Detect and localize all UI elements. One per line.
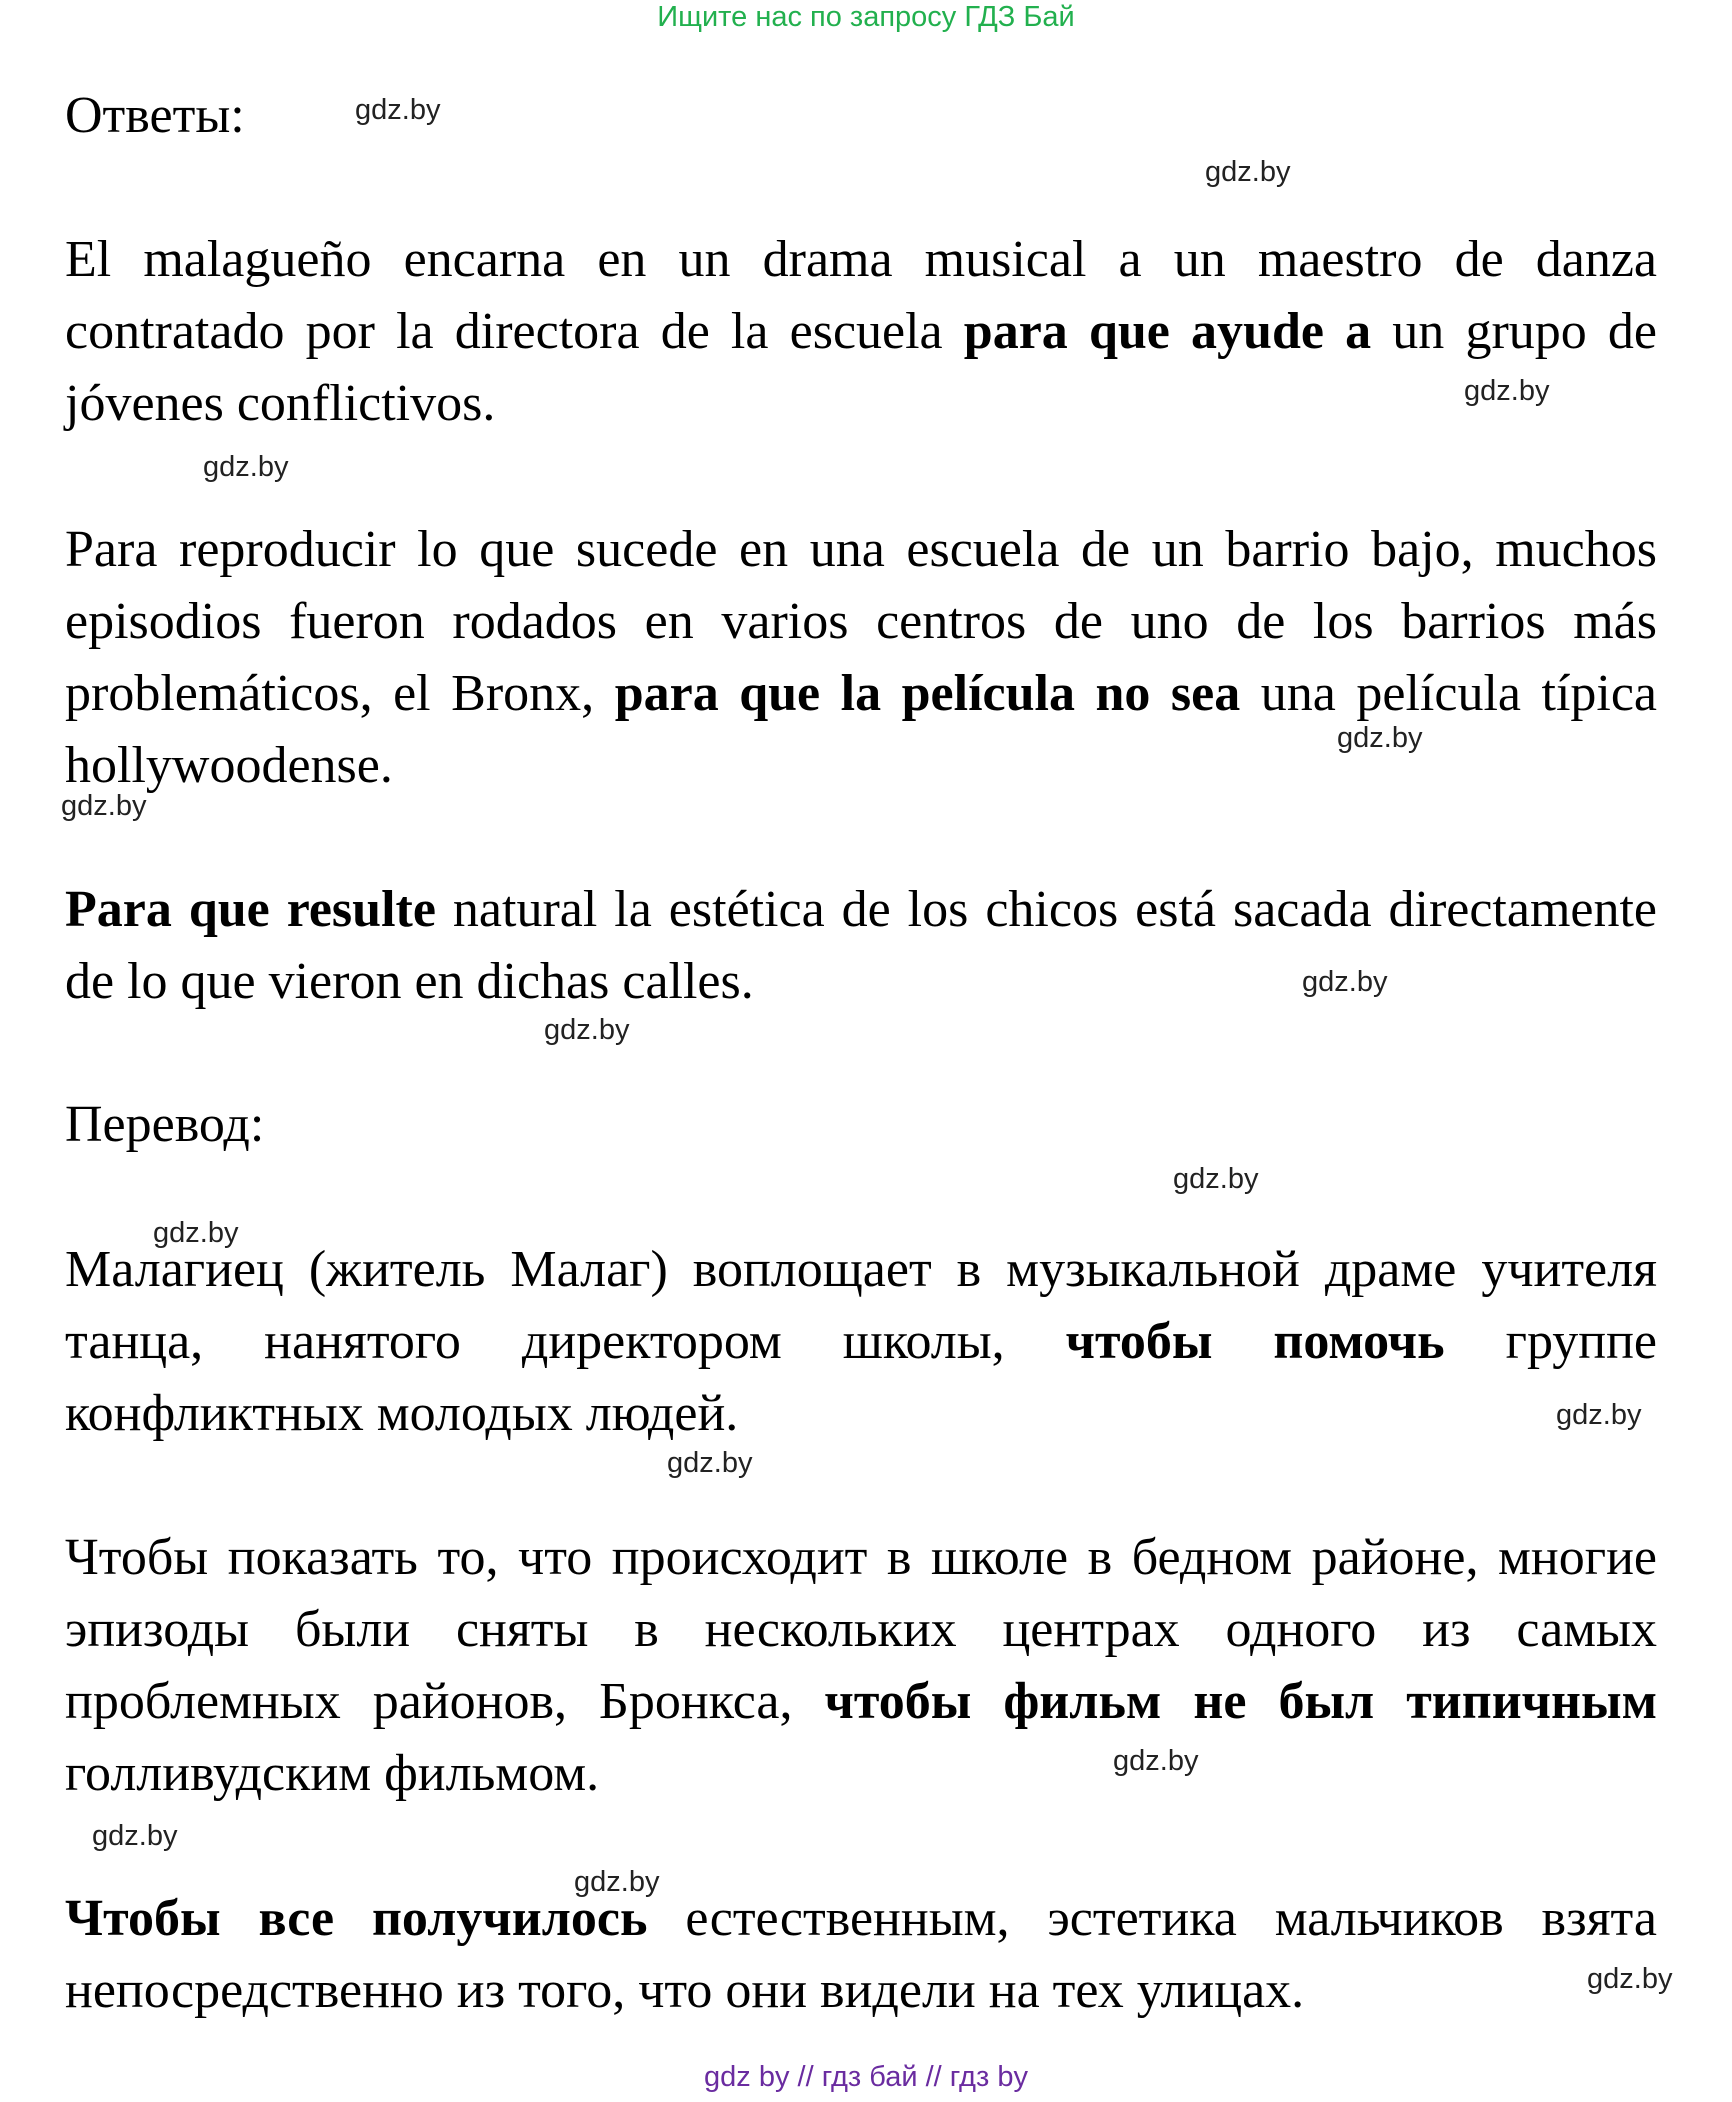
- russian-paragraph-2: [65, 1522, 1657, 1810]
- text-run: группе конфликтных молодых людей.: [65, 1313, 1657, 1442]
- text-run: El malagueño encarna en un drama musical a un maestro de danza contratado por la directora de la escuela: [65, 231, 1657, 360]
- watermark: gdz.by: [1205, 156, 1291, 188]
- text-run: una película típica hollywoodense.: [65, 665, 1658, 794]
- text-run: естественным, эстетика мальчиков взята непосредственно из того, что они видели на тех улицах.: [65, 1890, 1657, 2019]
- russian-paragraph-1: [65, 1234, 1657, 1450]
- text-run: Para reproducir lo que sucede en una escuela de un barrio bajo, muchos episodios fueron rodados en varios centros de uno de los barrios más problemáticos, el Bronx,: [65, 521, 1657, 722]
- watermark: gdz.by: [574, 1866, 660, 1898]
- footer-links[interactable]: gdz by // гдз бай // гдз by: [704, 2061, 1028, 2093]
- spanish-paragraph-1: [65, 224, 1657, 440]
- watermark: gdz.by: [544, 1014, 630, 1046]
- bold-phrase: чтобы фильм не был типичным: [824, 1673, 1657, 1730]
- bold-phrase: para que la película no sea: [614, 665, 1241, 722]
- russian-paragraph-3: [65, 1883, 1657, 2027]
- text-run: natural la estética de los chicos está sacada directamente de lo que vieron en dichas calles.: [65, 881, 1658, 1010]
- text-run: un grupo de jóvenes conflictivos.: [65, 303, 1657, 432]
- watermark: gdz.by: [667, 1447, 753, 1479]
- watermark: gdz.by: [153, 1217, 239, 1249]
- top-banner[interactable]: Ищите нас по запросу ГДЗ Бай: [657, 1, 1075, 33]
- watermark: gdz.by: [1464, 375, 1550, 407]
- spanish-paragraph-2: [65, 514, 1657, 802]
- watermark: gdz.by: [1302, 966, 1388, 998]
- watermark: gdz.by: [203, 451, 289, 483]
- watermark: gdz.by: [61, 790, 147, 822]
- translation-heading: Перевод:: [65, 1096, 265, 1153]
- watermark: gdz.by: [1173, 1163, 1259, 1195]
- spanish-paragraph-3: [65, 874, 1657, 1018]
- watermark: gdz.by: [92, 1820, 178, 1852]
- text-run: Чтобы показать то, что происходит в школе в бедном районе, многие эпизоды были сняты в нескольких центрах одного из самых проблемных районов, Бронкса,: [65, 1529, 1657, 1730]
- text-run: голливудским фильмом.: [65, 1745, 600, 1802]
- watermark: gdz.by: [1556, 1399, 1642, 1431]
- bold-phrase: чтобы помочь: [1065, 1313, 1445, 1370]
- answers-heading: Ответы:: [65, 87, 245, 144]
- bold-phrase: Чтобы все получилось: [65, 1890, 648, 1947]
- watermark: gdz.by: [1337, 722, 1423, 754]
- watermark: gdz.by: [355, 94, 441, 126]
- watermark: gdz.by: [1113, 1745, 1199, 1777]
- watermark: gdz.by: [1587, 1963, 1673, 1995]
- bold-phrase: para que ayude a: [963, 303, 1372, 360]
- text-run: Малагиец (житель Малаг) воплощает в музыкальной драме учителя танца, нанятого директором школы,: [65, 1241, 1657, 1370]
- bold-phrase: Para que resulte: [65, 881, 436, 938]
